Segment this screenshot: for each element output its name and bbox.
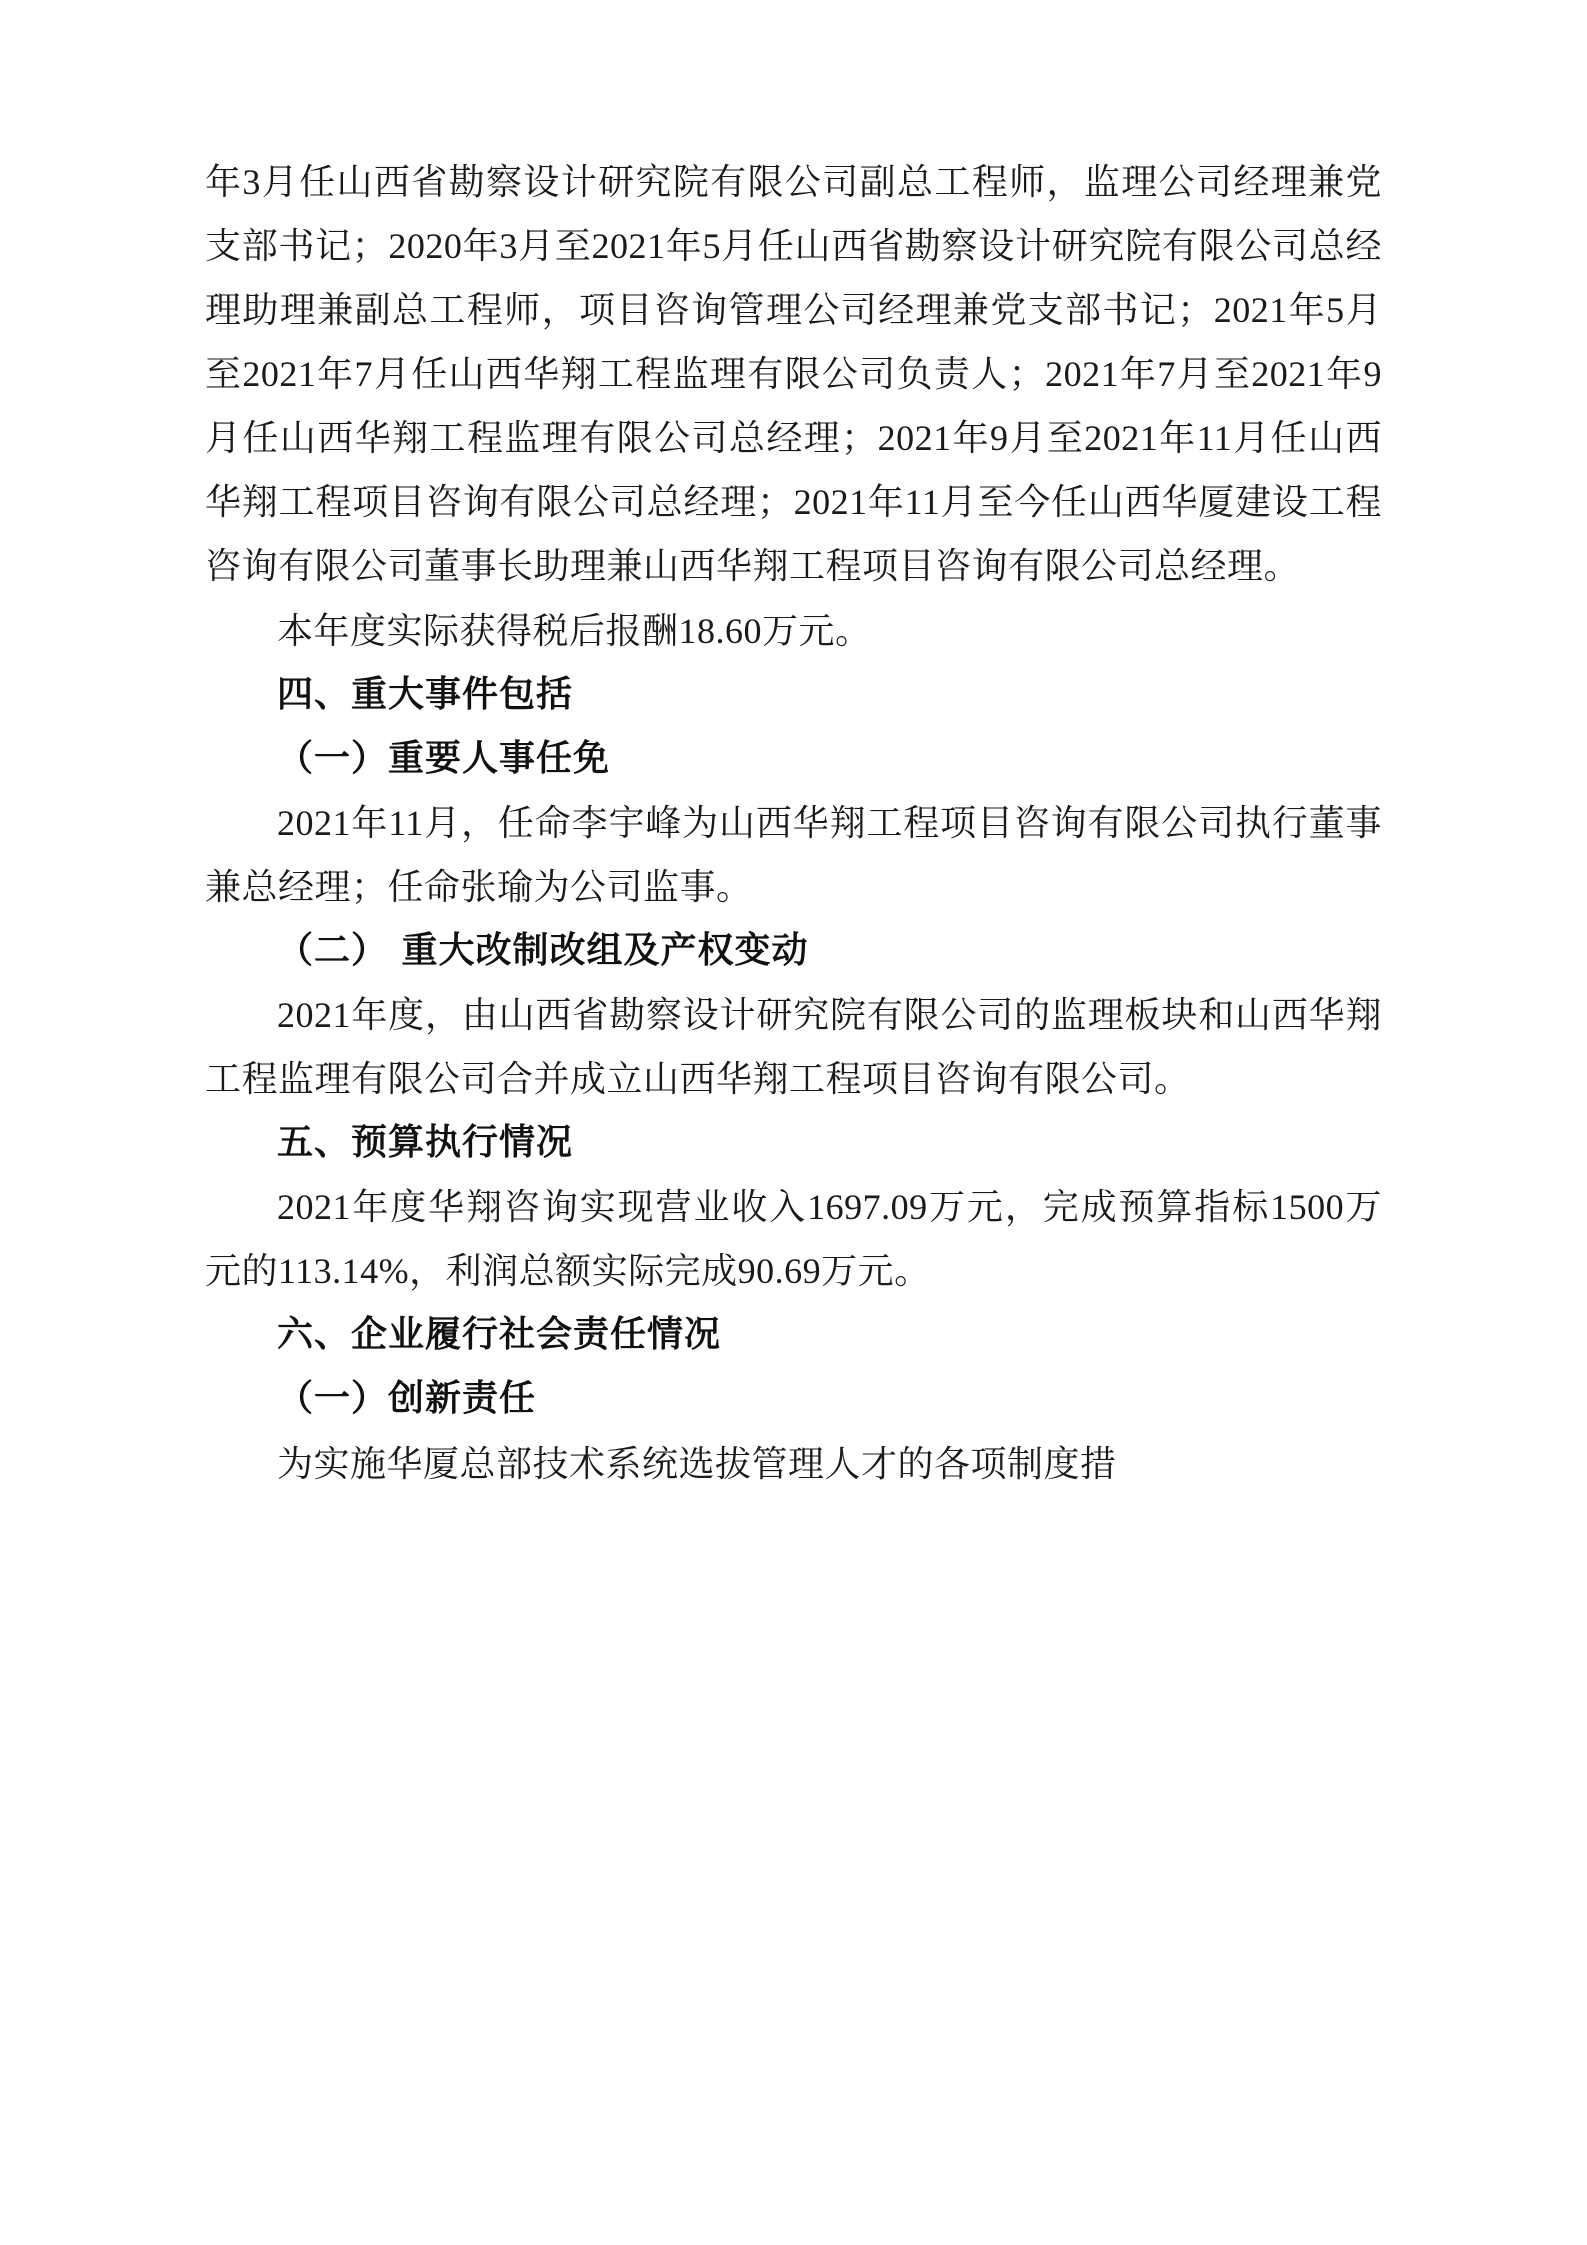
paragraph-budget-execution: 2021年度华翔咨询实现营业收入1697.09万元，完成预算指标1500万元的113.14%，利润总额实际完成90.69万元。 — [205, 1187, 1382, 1292]
paragraph-innovation-responsibility: 为实施华厦总部技术系统选拔管理人才的各项制度措 — [277, 1443, 1117, 1484]
paragraph-bio-continued: 年3月任山西省勘察设计研究院有限公司副总工程师，监理公司经理兼党支部书记；2020年3月至2021年5月任山西省勘察设计研究院有限公司总经理助理兼副总工程师，项目咨询管理公司经理兼党支部书记；2021年5月至2021年7月任山西华翔工程监理有限公司负责人；2021年7月至2021年9月任山西华翔工程监理有限公司总经理；2021年9月至2021年11月任山西华翔工程项目咨询有限公司总经理；2021年11月至今任山西华厦建设工程咨询有限公司董事长助理兼山西华翔工程项目咨询有限公司总经理。 — [205, 162, 1382, 587]
heading-section-six-sub-one: （一）创新责任 — [277, 1378, 537, 1420]
paragraph-restructuring: 2021年度，由山西省勘察设计研究院有限公司的监理板块和山西华翔工程监理有限公司合并成立山西华翔工程项目咨询有限公司。 — [205, 995, 1382, 1100]
heading-section-six: 六、企业履行社会责任情况 — [277, 1314, 722, 1356]
heading-section-four-sub-one: （一）重要人事任免 — [277, 737, 611, 779]
heading-section-five: 五、预算执行情况 — [277, 1122, 574, 1164]
paragraph-remuneration: 本年度实际获得税后报酬18.60万元。 — [277, 610, 872, 651]
paragraph-personnel-appointments: 2021年11月，任命李宇峰为山西华翔工程项目咨询有限公司执行董事兼总经理；任命张瑜为公司监事。 — [205, 802, 1382, 907]
heading-section-four-sub-two: （二） 重大改制改组及产权变动 — [277, 929, 809, 971]
heading-section-four: 四、重大事件包括 — [277, 673, 574, 715]
